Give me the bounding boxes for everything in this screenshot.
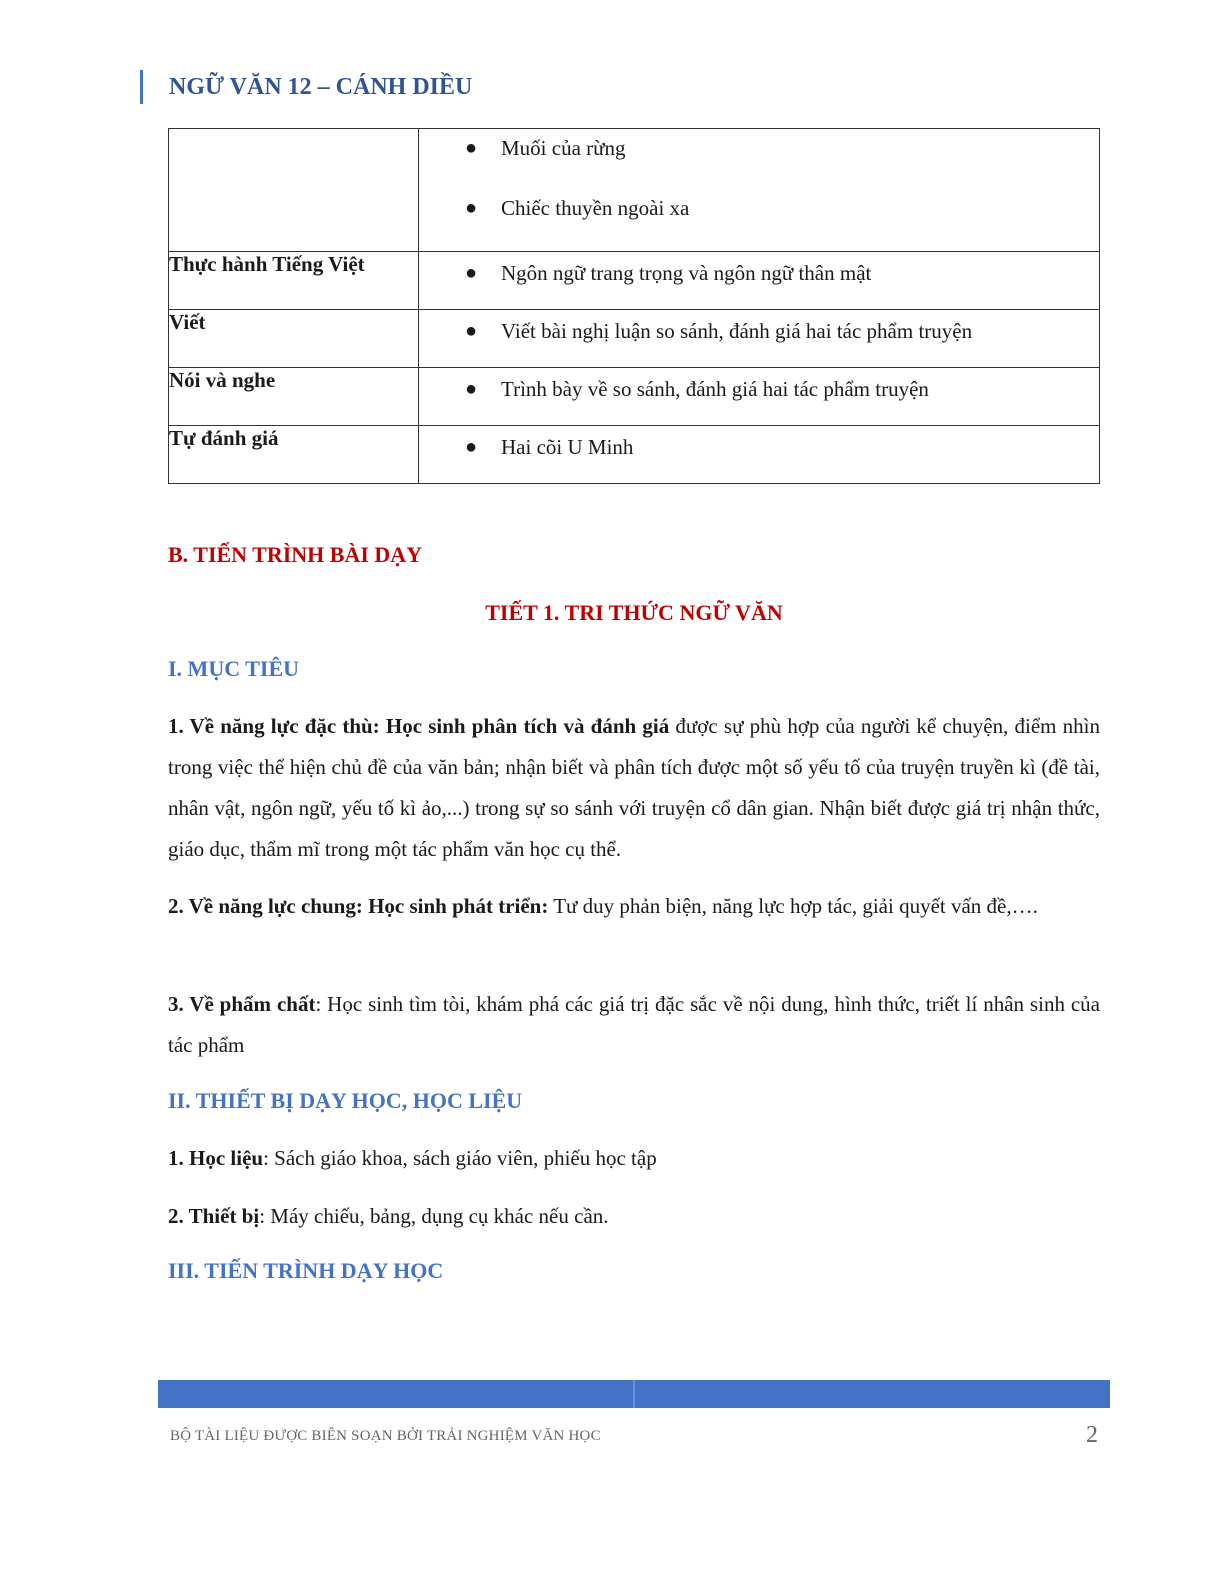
objective-lead: 3. Về phẩm chất <box>168 992 316 1016</box>
table-content-cell <box>419 129 1100 252</box>
objective-text: Tư duy phản biện, năng lực hợp tác, giải quyết vấn đề,…. <box>548 894 1038 918</box>
table-label-cell: Nói và nghe <box>169 368 419 426</box>
objective-text: được sự phù hợp của người kể chuyện, điểm nhìn trong việc thể hiện chủ đề của văn bản; nhận biết và phân tích được một số yếu tố của truyện truyền kì (đề tài, nhân vật, ngôn ngữ, yếu tố kì ảo,...) trong sự so sánh với truyện cổ dân gian. Nhận biết được giá trị nhận thức, giáo dục, thẩm mĩ trong một tác phẩm văn học cụ thể. <box>168 714 1100 861</box>
list-item-text: Trình bày về so sánh, đánh giá hai tác phẩm truyện <box>501 377 929 401</box>
table-label-cell-empty <box>169 129 419 252</box>
curriculum-table <box>168 128 1100 484</box>
list-item-text: Viết bài nghị luận so sánh, đánh giá hai tác phẩm truyện <box>501 319 973 343</box>
equipment-line <box>168 1196 1100 1237</box>
objective-lead: 1. Về năng lực đặc thù: Học sinh phân tích và đánh giá <box>168 714 670 738</box>
page-number: 2 <box>1086 1422 1098 1448</box>
footer-text: BỘ TÀI LIỆU ĐƯỢC BIÊN SOẠN BỞI TRẢI NGHIỆM VĂN HỌC <box>170 1428 601 1444</box>
table-label-cell: Thực hành Tiếng Việt <box>169 252 419 310</box>
table-content-cell <box>419 426 1100 484</box>
lesson-title: TIẾT 1. TRI THỨC NGỮ VĂN <box>485 600 783 625</box>
list-item-text: Ngôn ngữ trang trọng và ngôn ngữ thân mật <box>501 261 872 285</box>
bullet-icon: ● <box>465 262 478 284</box>
table-label-cell: Tự đánh giá <box>169 426 419 484</box>
objective-specific-competence <box>168 706 1100 870</box>
footer-bar-divider <box>633 1380 635 1408</box>
list-item-text: Hai cõi U Minh <box>501 435 634 459</box>
materials-text: : Sách giáo khoa, sách giáo viên, phiếu học tập <box>263 1146 657 1170</box>
table-content-cell <box>419 310 1100 368</box>
list-item <box>419 193 1099 223</box>
objective-general-competence <box>168 886 1100 927</box>
section-heading-equipment: II. THIẾT BỊ DẠY HỌC, HỌC LIỆU <box>168 1088 523 1113</box>
table-row <box>169 426 1100 484</box>
list-item <box>419 432 1099 462</box>
table-content-cell <box>419 368 1100 426</box>
list-item-text: Chiếc thuyền ngoài xa <box>501 196 690 220</box>
footer-bar <box>158 1380 1110 1408</box>
equipment-lead: 2. Thiết bị <box>168 1204 260 1228</box>
bullet-icon: ● <box>465 436 478 458</box>
materials-line <box>168 1138 1100 1179</box>
table-row <box>169 368 1100 426</box>
list-item-text: Muối của rừng <box>501 136 626 160</box>
bullet-icon: ● <box>465 137 478 159</box>
objective-qualities <box>168 984 1100 1066</box>
section-heading-objectives: I. MỤC TIÊU <box>168 656 300 681</box>
table-label-cell: Viết <box>169 310 419 368</box>
list-item <box>419 133 1099 163</box>
equipment-text: : Máy chiếu, bảng, dụng cụ khác nếu cần. <box>259 1204 609 1228</box>
list-item <box>419 258 1099 288</box>
list-item <box>419 374 1099 404</box>
objective-lead: 2. Về năng lực chung: Học sinh phát triển: <box>168 894 549 918</box>
bullet-icon: ● <box>465 197 478 219</box>
section-heading-b: B. TIẾN TRÌNH BÀI DẠY <box>168 542 423 567</box>
table-row <box>169 252 1100 310</box>
table-row <box>169 129 1100 252</box>
document-header: NGỮ VĂN 12 – CÁNH DIỀU <box>140 70 472 104</box>
section-heading-process: III. TIẾN TRÌNH DẠY HỌC <box>168 1258 444 1283</box>
list-item <box>419 316 1099 346</box>
table-row <box>169 310 1100 368</box>
bullet-icon: ● <box>465 320 478 342</box>
objective-text: : Học sinh tìm tòi, khám phá các giá trị đặc sắc về nội dung, hình thức, triết lí nhân sinh của tác phẩm <box>168 992 1100 1057</box>
bullet-icon: ● <box>465 378 478 400</box>
table-content-cell <box>419 252 1100 310</box>
materials-lead: 1. Học liệu <box>168 1146 264 1170</box>
